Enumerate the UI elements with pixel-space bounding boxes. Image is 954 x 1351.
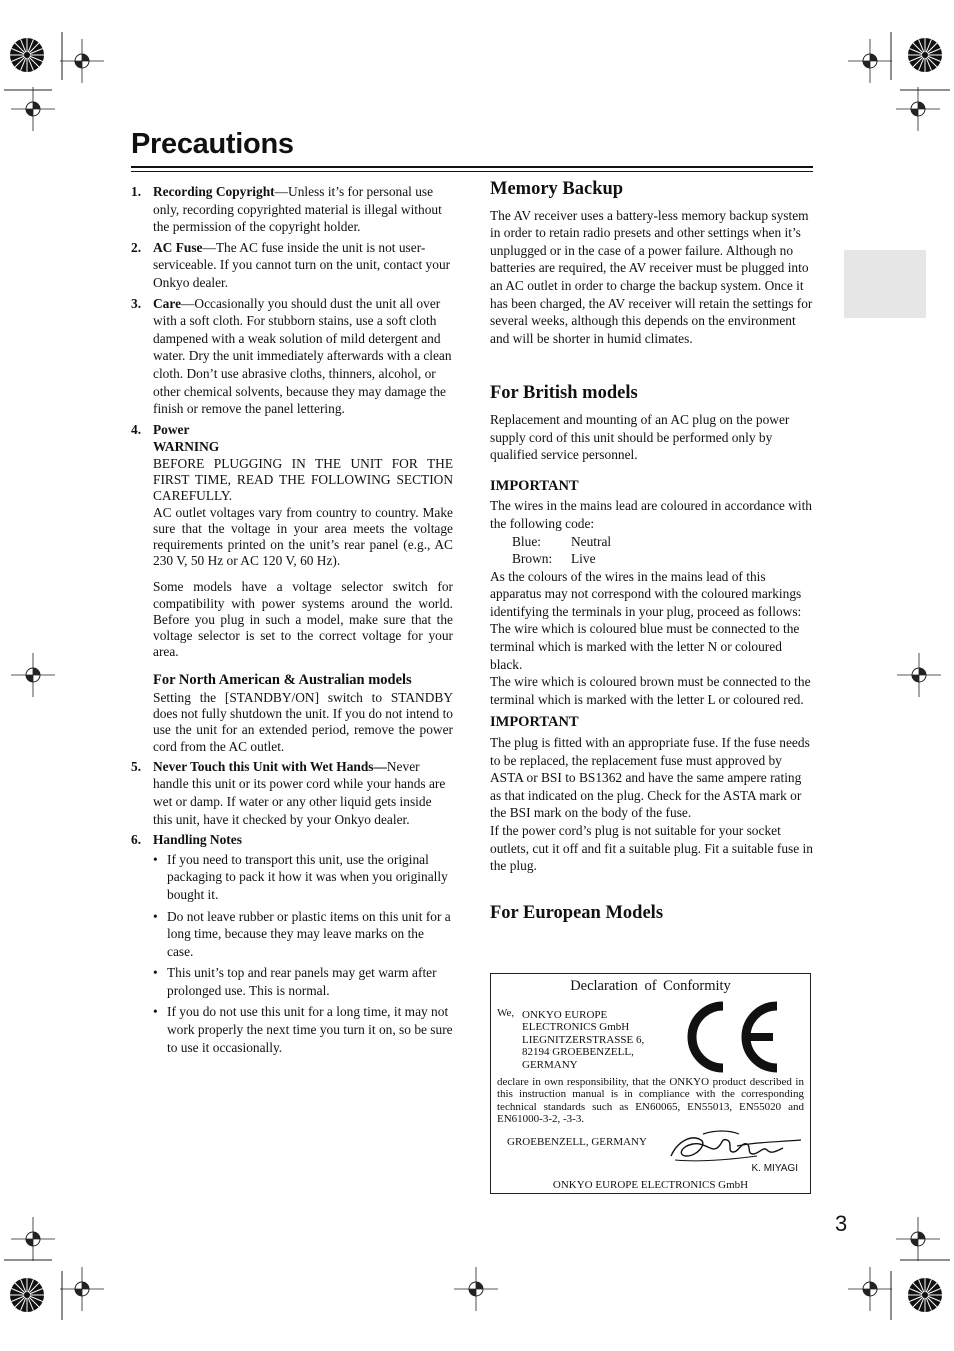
title-rule-thin [131, 171, 813, 172]
item-text: Never handle this unit or its power cord while your hands are wet or damp. If water or any other liquid gets inside this unit, have it checked by your Onkyo dealer. [153, 758, 446, 827]
declaration-footer: ONKYO EUROPE ELECTRONICS GmbH [552, 1179, 749, 1191]
memory-backup-heading: Memory Backup [490, 179, 624, 199]
wire-meaning: Neutral [571, 533, 612, 549]
page-title: Precautions [131, 128, 294, 160]
european-models-heading: For European Models [490, 902, 664, 923]
british-models-heading: For British models [490, 383, 638, 404]
wires-paragraph: As the colours of the wires in the mains lead of this apparatus may not correspond with the coloured markings identifying the terminals in your plug, proceed as follows: [490, 568, 802, 619]
declaration-we: We, [497, 1007, 515, 1019]
signature-image [667, 1126, 807, 1166]
precaution-item-1 [131, 183, 453, 236]
wire-code-row [490, 550, 814, 568]
page-number: 3 [835, 1211, 848, 1236]
warning-label: WARNING [153, 439, 220, 455]
section-tab [844, 250, 926, 318]
precaution-item-5 [131, 758, 453, 828]
important-heading: IMPORTANT [490, 714, 579, 731]
precaution-item-3 [131, 295, 453, 418]
wire-color: Blue: [512, 533, 542, 549]
wires-intro-text: The wires in the mains lead are coloured in accordance with the following code: [490, 498, 812, 531]
precaution-item-2 [131, 239, 453, 292]
item-number: 2. [131, 239, 142, 255]
item-title: AC Fuse [153, 239, 203, 255]
wire-meaning: Live [571, 551, 596, 567]
memory-backup-section [490, 181, 814, 347]
address-line: GERMANY [522, 1058, 578, 1071]
handling-notes-list [153, 851, 453, 1057]
item-text: —Unless it’s for personal use only, recording copyrighted material is illegal without the permission of the copyright holder. [153, 184, 442, 235]
power-cord-text: If the power cord’s plug is not suitable for your socket outlets, cut it off and fit a suitable plug. Fit a suitable fuse in the plug. [490, 823, 813, 874]
item-title: Power [153, 421, 190, 437]
precaution-item-4 [131, 421, 453, 755]
fuse-text: The plug is fitted with an appropriate fuse. If the fuse needs to be replaced, the replacement fuse must approved by ASTA or BSI to BS1362 and have the same ampere rating as that indicated on the plug. Check for the ASTA mark or the BSI mark on the body of the fuse. [490, 735, 810, 821]
list-item: • This unit’s top and rear panels may get warm after prolonged use. This is normal. [153, 964, 453, 999]
wires-paragraph: The wire which is coloured brown must be connected to the terminal which is marked with the letter L or coloured red. [490, 674, 811, 707]
item-title: Recording Copyright [153, 184, 275, 199]
declaration-of-conformity [490, 973, 811, 1194]
item-number: 6. [131, 832, 142, 848]
title-rule [131, 166, 813, 168]
signatory-name: K. MIYAGI [751, 1163, 798, 1174]
wire-code-row [490, 533, 814, 551]
item-number: 5. [131, 758, 142, 774]
memory-backup-text: The AV receiver uses a battery-less memory backup system in order to retain radio presets and other settings when it’s unplugged or in the case of a power failure. Although no batteries are required, the AV receiver must be plugged into an AC outlet in order to charge the backup system. Once it has been charged, the AV receiver will retain the settings for several weeks, although this depends on the environment and will be shorter in humid climates. [490, 207, 813, 346]
item-number: 3. [131, 295, 142, 311]
important-heading: IMPORTANT [490, 477, 579, 494]
precaution-item-6 [131, 831, 453, 1056]
british-models-text: Replacement and mounting of an AC plug on the power supply cord of this unit should be performed only by qualified service personnel. [490, 411, 790, 463]
item-title: Never Touch this Unit with Wet Hands— [153, 758, 387, 774]
declaration-text: declare in own responsibility, that the ONKYO product described in this instruction manual is in compliance with the corresponding technical standards such as EN60065, EN55013, EN55020 and EN61000-3-2, -3-3. [497, 1076, 804, 1126]
declaration-place: GROEBENZELL, GERMANY [507, 1136, 647, 1148]
wire-color: Brown: [512, 551, 553, 567]
item-text: —The AC fuse inside the unit is not user-serviceable. If you cannot turn on the unit, contact your Onkyo dealer. [153, 239, 451, 290]
list-item: • If you do not use this unit for a long time, it may not work properly the next time you turn it on, so be sure to use it occasionally. [153, 1003, 453, 1056]
north-american-heading: For North American & Australian models [153, 672, 412, 689]
item-title: Handling Notes [153, 832, 242, 848]
declaration-title: Declaration of Conformity [570, 978, 731, 994]
ce-mark-icon [681, 998, 787, 1076]
voltage-selector-text: Some models have a voltage selector switch for compatibility with power systems around the world. Before you plug in such a model, make sure that the voltage selector is set to the correct voltage for your area. [153, 579, 453, 660]
warning-text: BEFORE PLUGGING IN THE UNIT FOR THE FIRST TIME, READ THE FOLLOWING SECTION CAREFULLY. [153, 455, 453, 504]
right-column [490, 181, 814, 930]
wires-paragraph: The wire which is coloured blue must be connected to the terminal which is marked with the letter N or coloured black. [490, 621, 800, 672]
left-column [131, 183, 453, 1060]
item-number: 1. [131, 184, 142, 199]
address-line: ONKYO EUROPE [522, 1009, 608, 1021]
item-title: Care [153, 295, 182, 311]
item-number: 4. [131, 421, 142, 437]
company-address [522, 1009, 644, 1071]
item-text: —Occasionally you should dust the unit all over with a soft cloth. For stubborn stains, use a soft cloth dampened with a weak solution of mild detergent and water. Dry the unit immediately afterwards with a clean cloth. Don’t use abrasive cloths, thinners, alcohol, or other chemical solvents, because they may damage the finish or remove the panel lettering. [153, 295, 452, 417]
british-models-section [490, 385, 814, 874]
address-line: 82194 GROEBENZELL, [522, 1046, 634, 1059]
address-line: ELECTRONICS GmbH [522, 1021, 630, 1034]
list-item: • If you need to transport this unit, use the original packaging to pack it how it was when you originally bought it. [153, 851, 453, 904]
address-line: LIEGNITZERSTRASSE 6, [522, 1033, 645, 1046]
list-item: • Do not leave rubber or plastic items on this unit for a long time, because they may leave marks on the case. [153, 908, 453, 961]
voltage-text: AC outlet voltages vary from country to country. Make sure that the voltage in your area meets the voltage requirements printed on the unit’s rear panel (e.g., AC 230 V, 50 Hz or AC 120 V, 60 Hz). [153, 504, 453, 569]
north-american-text: Setting the [STANDBY/ON] switch to STANDBY does not fully shutdown the unit. If you do not intend to use the unit for an extended period, remove the power cord from the AC outlet. [153, 689, 453, 754]
